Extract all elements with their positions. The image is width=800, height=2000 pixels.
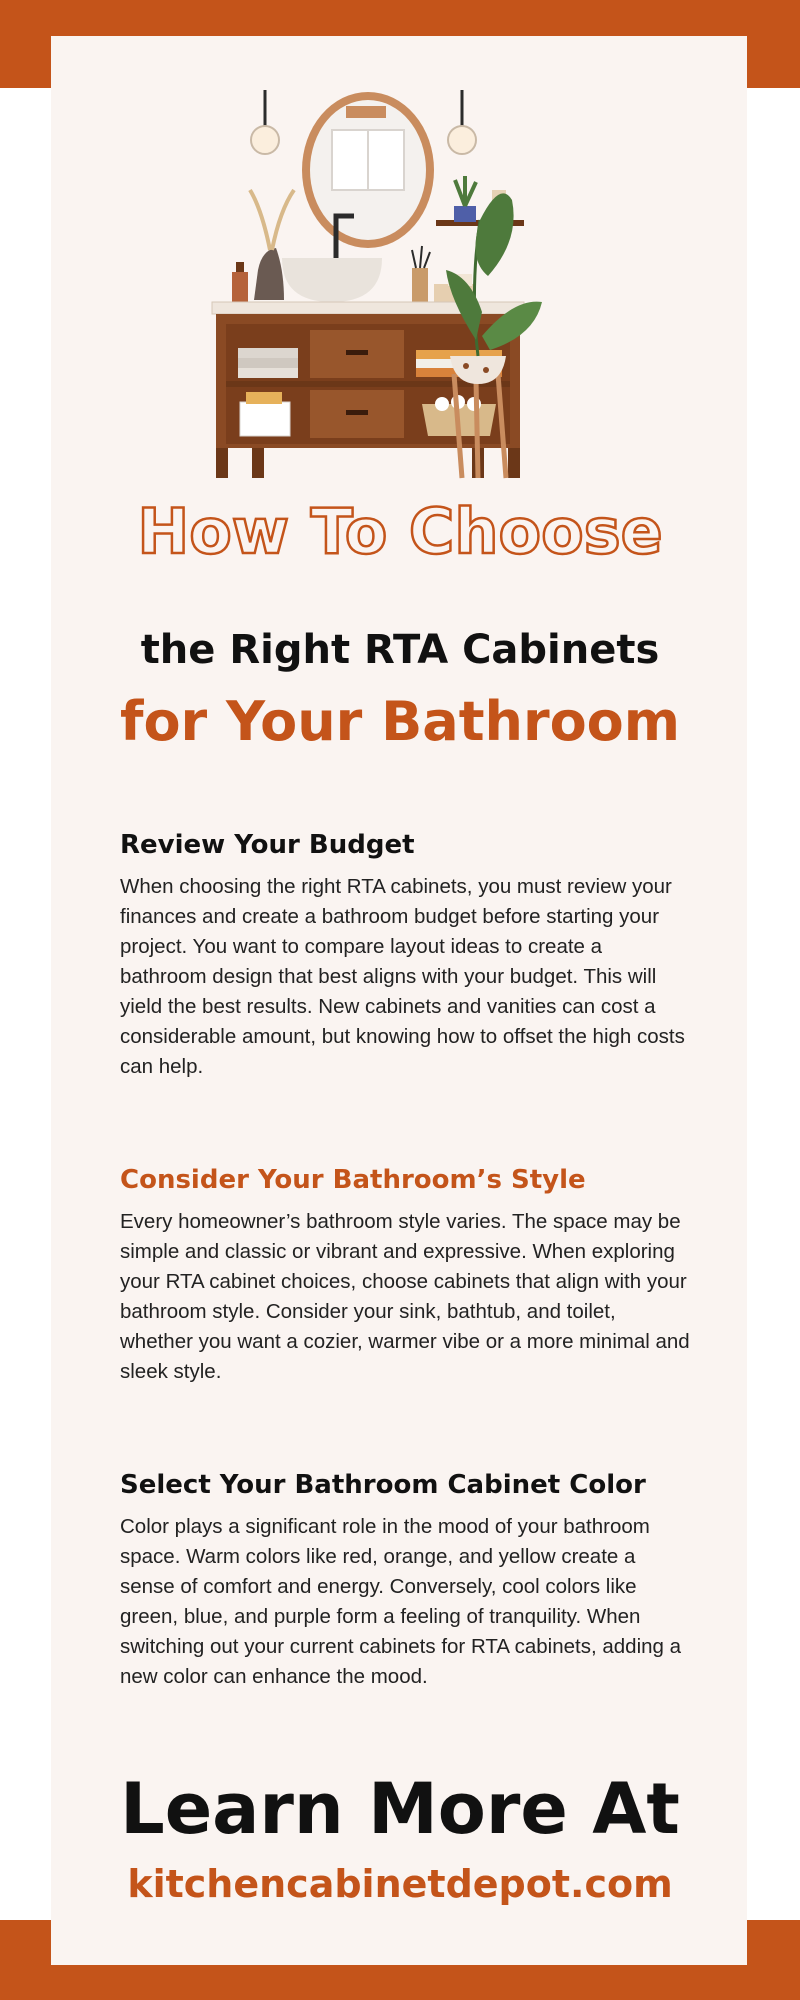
section-heading: Select Your Bathroom Cabinet Color (120, 1470, 646, 1500)
website-link[interactable]: kitchencabinetdepot.com (127, 1862, 673, 1906)
section-heading: Consider Your Bathroom’s Style (120, 1165, 586, 1195)
section-body: Every homeowner’s bathroom style varies. The space may be simple and classic or vibrant and expressive. When exploring your RTA cabinet choices, choose cabinets that align with your bathroom style. Consider your sink, bathtub, and toilet, whether you want a cozier, warmer vibe or a more minimal and sleek style. (120, 1210, 690, 1383)
title-line-2: the Right RTA Cabinets (140, 627, 660, 673)
section-body: When choosing the right RTA cabinets, you must review your finances and create a bathroom budget before starting your project. You want to compare layout ideas to create a bathroom design that best aligns with your budget. This will yield the best results. New cabinets and vanities can cost a considerable amount, but knowing how to offset the high costs can help. (120, 875, 685, 1078)
section-bathroom-style (120, 1165, 690, 1387)
title-line-1: How To Choose (137, 495, 663, 568)
learn-more-label: Learn More At (120, 1768, 680, 1850)
section-heading: Review Your Budget (120, 830, 415, 860)
title-line-3: for Your Bathroom (119, 690, 681, 753)
section-cabinet-color (120, 1470, 690, 1692)
bathroom-vanity-illustration-icon (150, 40, 550, 500)
section-body: Color plays a significant role in the mood of your bathroom space. Warm colors like red, orange, and yellow create a sense of comfort and energy. Conversely, cool colors like green, blue, and purple form a feeling of tranquility. When switching out your current cabinets for RTA cabinets, adding a new color can enhance the mood. (120, 1515, 682, 1688)
section-review-budget (120, 830, 690, 1082)
